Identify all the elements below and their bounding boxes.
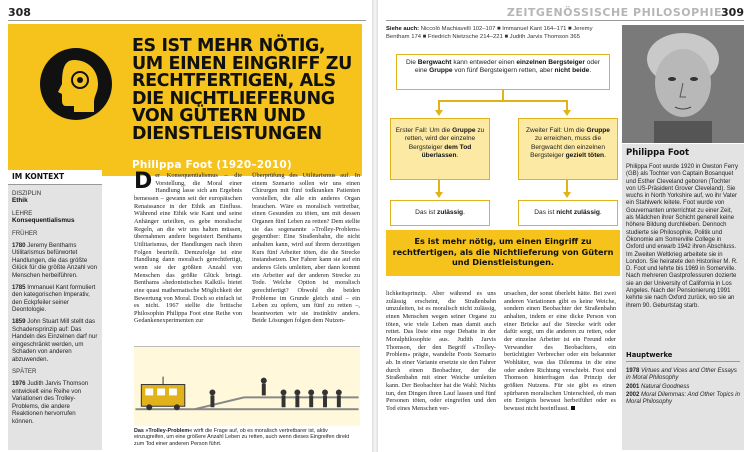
result1-box: Das ist zulässig. [390, 200, 490, 226]
arrow-down-icon [563, 192, 571, 198]
earlier-label: FRÜHER [12, 229, 38, 237]
arrow-down-icon [563, 110, 571, 116]
body-column-2 [252, 172, 360, 325]
doctrine-value: Konsequentialismus [12, 217, 75, 225]
discipline-value: Ethik [12, 197, 28, 205]
major-works [622, 352, 744, 450]
hero-quote: ES IST MEHR NÖTIG, UM EINEN EINGRIFF ZU RECHTFERTIGEN, ALS DIE NICHTLIEFERUNG VON GÜTERN UND DIENSTLEISTUNGEN [132, 36, 352, 144]
connector [438, 100, 440, 110]
body-column-3 [386, 290, 496, 413]
body-text: er Konsequentialismus – die Vorstellung, die Moral einer Handlung lasse sich am Ergebnis bemessen – gewann seit der europäischen Renaissance in der Ethik an Einfluss. Während eine Ethik wie Kant und seine Anhänger urteilten, es gebe moralische Regeln, an die wir uns halten müssen, übernahmen andere begeistert Benthams Utilitarismus, der Handlungen nach ihren Folgen beurteilt. Demzufolge ist eine Handlung dann moralisch gerechtfertigt, wenn sie der größten Anzahl von Menschen das größte Glück bringt. Benthams »hedonistisches Kalkül« bietet eine quasi mathematische Möglichkeit der Bewertung von Moral. Doch so einfach ist es nicht. 1967 stellte die britische Philosophin Philippa Foot eine Reihe von Gedankenexperimenten zur [134, 172, 242, 325]
trolley-scene-svg [134, 347, 360, 426]
result2-box: Das ist nicht zulässig. [518, 200, 618, 226]
case2-box: Zweiter Fall: Um die Gruppe zu erreichen, muss die Bergwacht den einzelnen Bergsteiger gezielt töten. [518, 118, 618, 180]
body-text: Überprüfung des Utilitarismus auf. In einem Szenario sollen wir uns einen Chirurgen mit fünf todkranken Patienten vorstellen, die alle ein anderes Organ brauchen. Wäre es moralisch vertretbar, einen Gesunden zu töten, um mit dessen Organen fünf Leben zu retten? Dem stellte sie das sogenannte »Trolley-Problem« gegenüber: Eine Straßenbahn, die nicht anhalten kann, wird auf ihrem derzeitigen Kurs fünf Arbeiter töten, die die Strecke instandsetzen. Der Fahrer kann sie auf ein anderes Gleis umleiten, aber dann kommt ein Arbeiter auf der anderen Strecke zu Tode. Welche Option ist moralisch gerechtfertigt? Obwohl die beiden Probleme im Grunde gleich sind – ein Leben zu opfern, um fünf zu retten –, beantworten wir sie instinktiv anders. Beide Lösungen folgen dem Nutzen- [252, 172, 360, 325]
diagram-top-box: Die Bergwacht kann entweder einen einzelnen Bergsteiger oder eine Gruppe von fünf Bergsteigern retten, aber nicht beide. [396, 54, 610, 90]
discipline-label: DISZIPLIN [12, 189, 42, 197]
head-profile-icon [52, 58, 102, 114]
page-number-right: 309 [721, 6, 744, 19]
connector [502, 90, 504, 100]
case1-box: Erster Fall: Um die Gruppe zu retten, wird der einzelne Bergsteiger dem Tod überlassen. [390, 118, 490, 180]
portrait-photo [622, 25, 744, 143]
context-title: IM KONTEXT [8, 170, 102, 185]
illustration-caption: Das »Trolley-Problem« wirft die Frage auf, ob es moralisch vertretbarer ist, aktiv einzugreifen, um eine größere Anzahl Leben zu retten, auch wenn dieses Eingreifen direkt zum Tod einer anderen Person führt. [134, 428, 350, 447]
trolley-illustration [134, 346, 360, 426]
running-head: ZEITGENÖSSISCHE PHILOSOPHIE [506, 6, 722, 19]
context-box [8, 170, 102, 450]
right-page [378, 0, 750, 452]
connector [438, 100, 568, 102]
top-rule-right [386, 20, 744, 21]
arrow-down-icon [435, 110, 443, 116]
top-rule-left [8, 20, 366, 21]
body-text: ursachen, der sonst überlebt hätte. Bei zwei anderen Variationen gibt es keine Weiche, sondern einen Beobachter der Straßenbahn anhalten, indem er eine dicke Person von einer Brücke auf die Strecke wirft oder dafür sorgt, um die anderen zu retten, oder der einzelne Arbeiter ist ein Freund oder Verwandter des Beobachters, ein berüchtigter Verbrecher oder ein bekannter Wohltäter, was das Dilemma in die eine oder andere Richtung verschiebt. Foot und Thomson hinterfragen das Prinzip der größten Nutzens. Für sie gibt es einen spürbaren moralischen Unterschied, ob man ein Ereignis bewusst herbeiführt oder es bewusst nicht beeinflusst. [504, 290, 616, 412]
end-mark-icon [571, 406, 575, 410]
connector [566, 100, 568, 110]
connector [566, 180, 568, 192]
see-also: Siehe auch: Niccolò Machiavelli 102–107 ■ Immanuel Kant 164–171 ■ Jeremy Bentham 174 ■ Friedrich Nietzsche 214–221 ■ Judith Jarvis Thomson 365 [386, 26, 593, 40]
arrow-down-icon [435, 192, 443, 198]
work-item: 2001 Natural Goodness [626, 383, 690, 390]
left-page [0, 0, 372, 452]
doctrine-label: LEHRE [12, 209, 33, 217]
profile-name: Philippa Foot [622, 144, 744, 162]
conclusion-banner: Es ist mehr nötig, um einen Eingriff zu rechtfertigen, als die Nichtlieferung von Gütern und Dienstleistungen. [386, 230, 620, 276]
context-entry: 1859 John Stuart Mill stellt das Schadensprinzip auf: Das Handeln des Einzelnen darf nur eingeschränkt werden, um Schaden von anderen abzuwenden. [12, 317, 98, 363]
context-entry: 1780 Jeremy Benthams Utilitarismus befürwortet Handlungen, die das größte Glück für die größte Anzahl von Menschen herbeiführen. [12, 241, 98, 279]
works-title: Hauptwerke [626, 352, 740, 362]
hero-quote-panel [8, 24, 362, 176]
body-column-1 [134, 169, 242, 325]
connector [438, 180, 440, 192]
page-number-left: 308 [8, 6, 31, 19]
later-label: SPÄTER [12, 368, 37, 376]
body-column-4 [504, 290, 616, 413]
hero-author: Philippa Foot (1920–2010) [132, 159, 292, 171]
work-item: 2002 Moral Dilemmas: And Other Topics in Moral Philosophy [626, 391, 740, 406]
portrait-image [622, 25, 744, 143]
work-item: 1978 Virtues and Vices and Other Essays in Moral Philosophy [626, 368, 737, 382]
drop-cap: D [134, 169, 153, 194]
context-entry: 1785 Immanuel Kant formuliert den kategorischen Imperativ, den Eckpfeiler seiner Deontologie. [12, 283, 96, 314]
profile-bio: Philippa Foot wurde 1920 in Owston Ferry (GB) als Tochter von Captain Bosanquet und Esther Cleveland geboren (Tochter von US-Präsident Grover Cleveland). Sie wuchs in North Yorkshire auf, wo ihr Vater ein Stahlwerk leitete. Foot wurde von Gouvernanten unterrichtet zu einer Zeit, als Mädchen ihrer Schicht generell keine höhere Bildung durchlieben. Dennoch studierte sie Philosophie, Politik und Ökonomie am Somerville College in Oxford und erwarb 1942 ihren Abschluss. Im Zweiten Weltkrieg arbeitete sie in London. Sie heiratete den Historiker M. R. D. Foot und lehrte bis 1969 in Somerville. Nach mehreren Gastprofessuren dozierte sie an der University of California in Los Angeles. Nach der Pensionierung 1991 kehrte sie nach Oxford zurück, wo sie an ihrem 90. Geburtstag starb. [622, 162, 744, 352]
context-entry: 1976 Judith Jarvis Thomson entwickelt eine Reihe von Variationen des Trolley-Problems, die andere Reaktionen hervorrufen können. [12, 380, 89, 426]
body-text: lichkeitsprinzip. Aber während es uns zulässig erscheint, die Straßenbahn umzuleiten, ist es moralisch nicht zulässig, einen Menschen wegen seiner Organe zu töten, wie viele Leben man damit auch rettet. Das löste eine rege Debatte in der Moralphilosophie aus. Judith Jarvis Thomson, der den Begriff »Trolley-Problem« prägte, wandelte Foots Szenario ab. In einer Variante ersetzte sie den Fahrer durch einen Beobachter, der die Straßenbahn mit einer Weiche umleiten kann. Der Beobachter hat die Wahl: Nichts tun, den Dingen ihren Lauf lassen und fünf Personen töten, oder eingreifen und den Tod eines Menschen ver- [386, 290, 496, 412]
